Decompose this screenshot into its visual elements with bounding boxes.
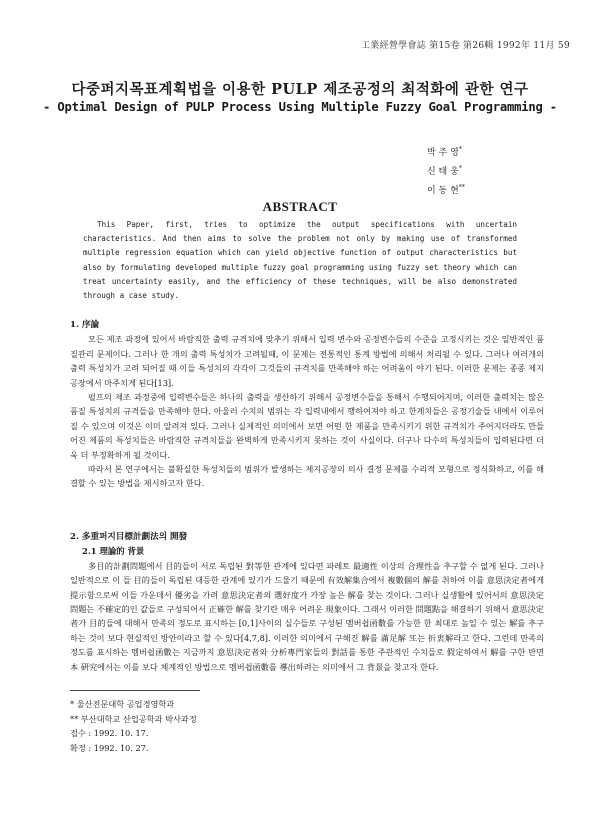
section-heading: 1. 序論 [70, 320, 100, 330]
footnote: * 울산전문대학 공업경영학과 [70, 699, 175, 709]
abstract-text: This Paper, first, tries to optimize the output specifications with uncertain characteristics. And then aims to solve the problem not only by making use of transformed multiple regression equation which can yield objective function of output characteristics but also by formulating developed multiple fuzzy goal programming using fuzzy set theory which can treat uncertainty easily, and the efficiency of these techniques, will be also demonstrated through a case study. [83, 220, 517, 301]
footnote: 접수 : 1992. 10. 17. [70, 728, 149, 739]
section-introduction [70, 318, 544, 491]
footnote: 확정 : 1992. 10. 27. [70, 742, 149, 753]
body-paragraph: 모든 제조 과정에 있어서 바람직한 출력 규격치에 맞추기 위해서 입력 변수와 공정변수들의 수준을 고정시키는 것은 일반적인 품질관리 문제이다. 그러나 한 개의 출력 특성치가 고려될때, 이 문제는 전통적인 통계 방법에 의해서 처리될 수 있다. 그러나 여러개의 출력 특성치가 고려 되어질 때 이들 특성치의 각각이 그것들의 규격치를 만족해야 하는 어려움이 야기 된다. 이러한 문제는 종종 제지공장에서 마주치게 된다[13]. [70, 334, 544, 388]
footnotes [70, 697, 197, 755]
running-head: 工業經營學會誌 第15卷 第26輯 1992年 11月 59 [360, 41, 570, 51]
author: 박 주 영* [427, 146, 462, 158]
footnote: ** 부산대학교 산업공학과 박사과정 [70, 713, 197, 724]
footnote-divider [70, 690, 200, 691]
section-heading: 2. 多重퍼지目標計劃法의 開發 [70, 532, 188, 542]
section-method [70, 530, 544, 674]
abstract-heading: ABSTRACT [262, 199, 338, 214]
author-list [427, 142, 465, 199]
body-paragraph: 펄프의 제조 과정중에 입력변수들은 하나의 출력을 생산하기 위해서 공정변수들을 통해서 수행되어지며, 이러한 출력치는 많은 품질 특성치의 규격들을 만족해야 한다. 아울러 수치의 범위는 각 입력내에서 행하여져야 하고 한계치들은 공정기술들 내에서 이루어 질 수 있으며 이것은 이미 알려져 있다. 그러나 실제적인 의미에서 보면 어떤 한 제품을 만족시키기 위한 규격치가 주어지더라도 만들어진 제품의 특성치들은 바람직한 규격치들을 완벽하게 만족시키지 못하는 것이 사실이다. 더구나 다수의 특성치들이 입력된다면 더욱 더 부정확하게 될 것이다. [70, 392, 544, 460]
body-paragraph: 多目的計劃問題에서 目的들이 서로 독립된 對等한 관계에 있다면 파레토 最適性 이상의 合理性을 추구할 수 없게 된다. 그러나 일반적으로 이 들 目的들이 독립된 대등한 관계에 있기가 드물기 때문에 有效解集合에서 複數個의 解를 취하여 이를 意思決定者에게 提示함으로써 이들 가운데서 優劣을 가려 意思決定者의 選好度가 가장 높은 解를 찾는 것이다. 그러나 실생활에 있어서의 意思決定 問題는 不確定的인 값들로 구성되어서 正確한 解를 찾기란 매우 어려운 現象이다. 그래서 이러한 問題點을 해결하기 위해서 意思決定者가 目的들에 대해서 만족의 정도로 표시하는 [0,1]사이의 실수들로 구성된 멤버쉽函數를 가능한 한 최대로 높일 수 있는 解를 추구하는 것이 보다 현실적인 방안이라고 할 수 있다[4,7,8]. 이러한 의미에서 구해진 解를 滿足解 또는 折衷解라고 한다. 그런데 만족의 정도를 표시하는 멤버쉽函數는 지금까지 意思決定者와 分析專門家들의 對話를 통한 주관적인 수치들로 假定하여서 解를 구한 반면 本 硏究에서는 이를 보다 체계적인 방법으로 멤버쉽函數를 導出하려는 의미에서 그 背景을 찾고자 한다. [70, 560, 544, 672]
subsection-heading: 2.1 理論的 背景 [82, 546, 145, 557]
korean-title: 다중퍼지목표계획법을 이용한 PULP 제조공정의 최적화에 관한 연구 [71, 81, 529, 98]
body-paragraph: 따라서 본 연구에서는 불확실한 특성치들의 범위가 발생하는 제지공장의 의사 결정 문제를 수리적 모형으로 정식화하고, 이를 해결할 수 있는 방법을 제시하고자 한다. [70, 464, 544, 489]
english-title: - Optimal Design of PULP Process Using Multiple Fuzzy Goal Programming - [43, 100, 557, 114]
author: 이 동 현** [427, 184, 465, 196]
author: 신 태 웅* [427, 165, 462, 177]
